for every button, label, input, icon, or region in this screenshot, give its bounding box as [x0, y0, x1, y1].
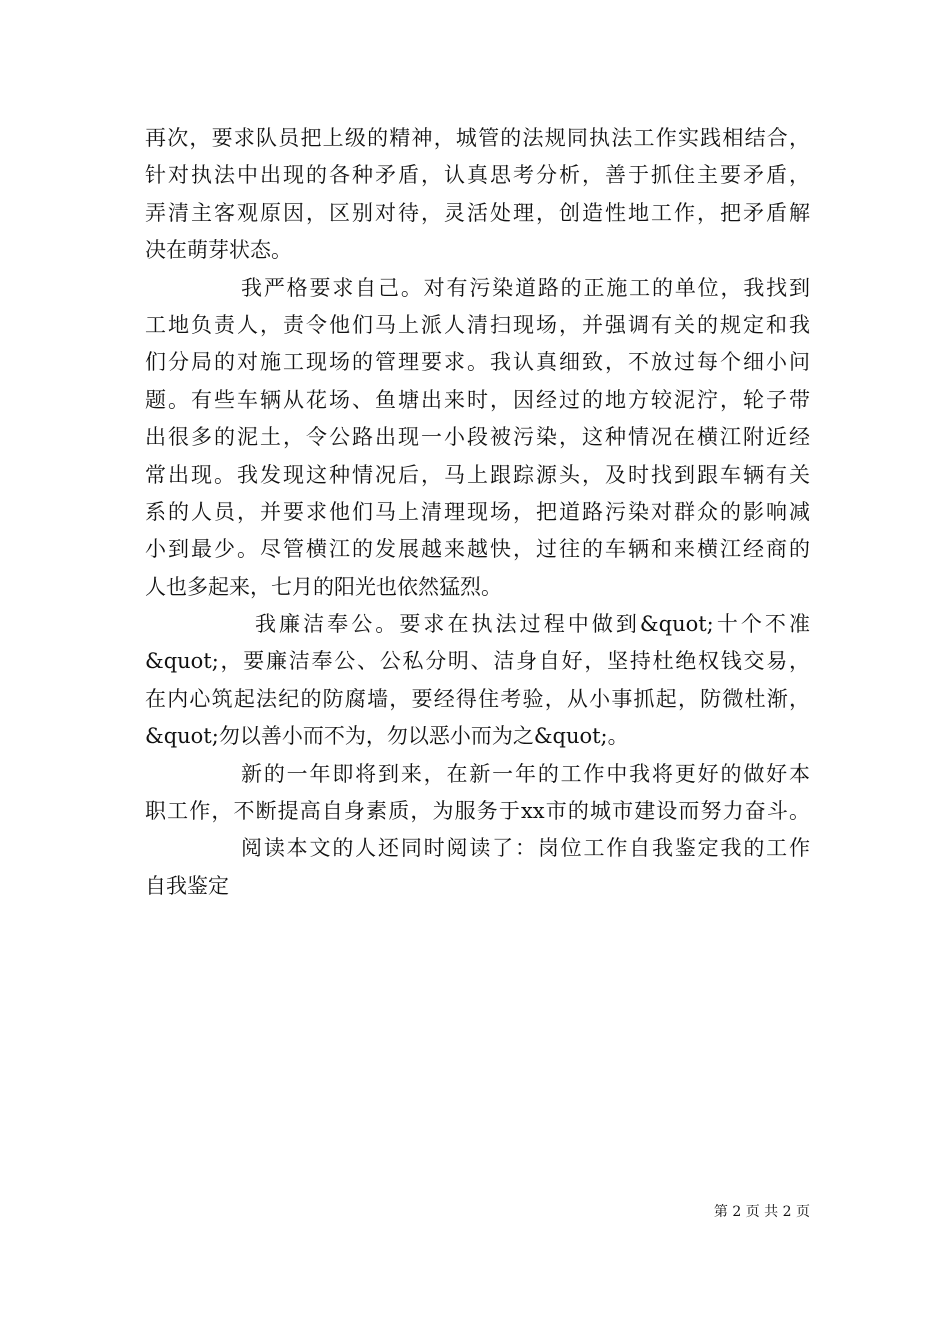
text-line: &quot;，要廉洁奉公、公私分明、洁身自好，坚持杜绝权钱交易，	[145, 649, 810, 674]
paragraph-first-line: 新的一年即将到来，在新一年的工作中我将更好的做好本	[241, 761, 810, 786]
text-line: 常出现。我发现这种情况后，马上跟踪源头，及时找到跟车辆有关	[145, 462, 810, 487]
text-line: 针对执法中出现的各种矛盾，认真思考分析，善于抓住主要矛盾，	[145, 163, 810, 188]
text-line: 职工作，不断提高自身素质，为服务于xx市的城市建设而努力奋斗。	[145, 799, 810, 824]
paragraph-first-line: 我严格要求自己。对有污染道路的正施工的单位，我找到	[241, 275, 810, 300]
text-line: 小到最少。尽管横江的发展越来越快，过往的车辆和来横江经商的	[145, 537, 810, 562]
page-number: 第 2 页 共 2 页	[713, 1204, 810, 1220]
text-line: 弄清主客观原因，区别对待，灵活处理，创造性地工作，把矛盾解	[145, 200, 810, 225]
text-line: 在内心筑起法纪的防腐墙，要经得住考验，从小事抓起，防微杜渐，	[145, 686, 810, 711]
paragraph-first-line: 我廉洁奉公。要求在执法过程中做到&quot;十个不准	[255, 612, 810, 637]
text-line: 再次，要求队员把上级的精神，城管的法规同执法工作实践相结合，	[145, 126, 810, 150]
text-line: 人也多起来，七月的阳光也依然猛烈。	[145, 574, 502, 599]
text-line: 题。有些车辆从花场、鱼塘出来时，因经过的地方较泥泞，轮子带	[145, 387, 810, 412]
text-line: 决在萌芽状态。	[145, 238, 292, 263]
text-line: 自我鉴定	[145, 873, 229, 898]
text-line: 出很多的泥土，令公路出现一小段被污染，这种情况在横江附近经	[145, 425, 810, 450]
document-body	[145, 120, 810, 905]
text-line: &quot;勿以善小而不为，勿以恶小而为之&quot;。	[145, 724, 629, 749]
text-line: 系的人员，并要求他们马上清理现场，把道路污染对群众的影响减	[145, 499, 810, 524]
text-line: 工地负责人，责令他们马上派人清扫现场，并强调有关的规定和我	[145, 312, 810, 337]
text-line: 们分局的对施工现场的管理要求。我认真细致，不放过每个细小问	[145, 350, 810, 375]
paragraph-first-line: 阅读本文的人还同时阅读了：岗位工作自我鉴定我的工作	[241, 836, 810, 861]
